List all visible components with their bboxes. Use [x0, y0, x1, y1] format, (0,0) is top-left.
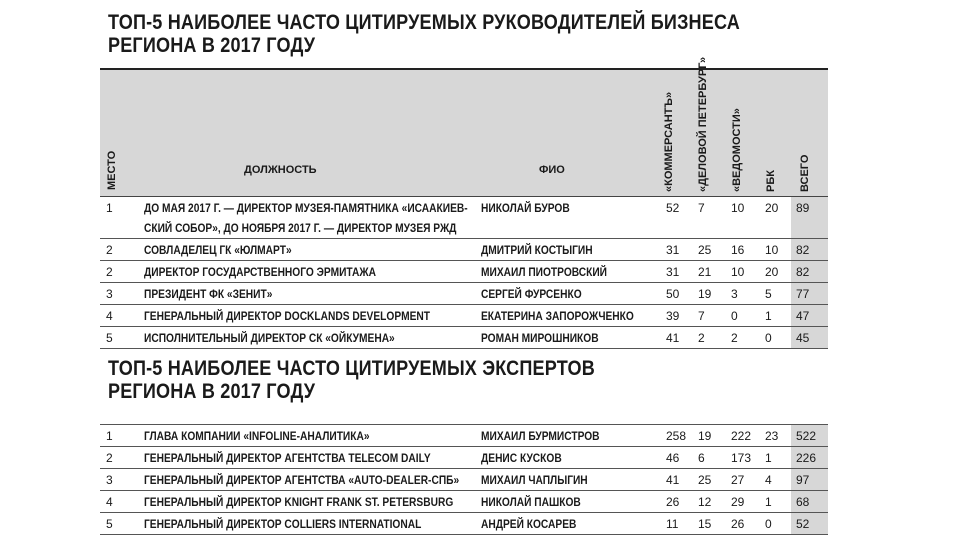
position: ИСПОЛНИТЕЛЬНЫЙ ДИРЕКТОР СК «ОЙКУМЕНА»: [144, 331, 395, 345]
table-row: [100, 491, 828, 513]
total-count: 77: [796, 287, 810, 301]
rbk-count: 4: [765, 473, 772, 487]
position: ГЕНЕРАЛЬНЫЙ ДИРЕКТОР COLLIERS INTERNATIONAL: [144, 517, 422, 531]
dp-count: 2: [698, 331, 705, 345]
total-count: 45: [796, 331, 810, 345]
section2-title-line2: РЕГИОНА В 2017 ГОДУ: [108, 380, 316, 403]
kommersant-count: 50: [666, 287, 680, 301]
kommersant-count: 41: [666, 473, 680, 487]
dp-count: 21: [698, 265, 712, 279]
position: ПРЕЗИДЕНТ ФК «ЗЕНИТ»: [144, 287, 273, 301]
section1-title-line2: РЕГИОНА В 2017 ГОДУ: [108, 34, 316, 57]
total-count: 226: [796, 451, 817, 465]
rbk-count: 0: [765, 517, 772, 531]
kommersant-count: 46: [666, 451, 680, 465]
person-name: МИХАИЛ БУРМИСТРОВ: [481, 429, 600, 443]
person-name: МИХАИЛ ЧАПЛЫГИН: [481, 473, 588, 487]
person-name: ДМИТРИЙ КОСТЫГИН: [481, 243, 593, 257]
person-name: РОМАН МИРОШНИКОВ: [481, 331, 599, 345]
rbk-count: 20: [765, 265, 779, 279]
dp-count: 25: [698, 473, 712, 487]
header-position: ДОЛЖНОСТЬ: [244, 164, 317, 176]
table-row: [100, 239, 828, 261]
total-count: 47: [796, 309, 810, 323]
dp-count: 15: [698, 517, 712, 531]
header-place: МЕСТО: [106, 150, 118, 190]
kommersant-count: 26: [666, 495, 680, 509]
place: 2: [106, 243, 113, 257]
vedomosti-count: 10: [731, 201, 745, 215]
vedomosti-count: 2: [731, 331, 738, 345]
rbk-count: 20: [765, 201, 779, 215]
position-line1: ДО МАЯ 2017 Г. — ДИРЕКТОР МУЗЕЯ-ПАМЯТНИКА «ИСААКИЕВ-: [144, 201, 468, 215]
place: 4: [106, 309, 113, 323]
total-count: 82: [796, 243, 810, 257]
table-row: [100, 305, 828, 327]
person-name: АНДРЕЙ КОСАРЕВ: [481, 517, 577, 531]
section2-title-line1: ТОП-5 НАИБОЛЕЕ ЧАСТО ЦИТИРУЕМЫХ ЭКСПЕРТОВ: [108, 357, 595, 380]
person-name: ЕКАТЕРИНА ЗАПОРОЖЧЕНКО: [481, 309, 634, 323]
total-count: 82: [796, 265, 810, 279]
place: 1: [106, 429, 113, 443]
position: ГЕНЕРАЛЬНЫЙ ДИРЕКТОР АГЕНТСТВА «AUTO-DEALER-СПБ»: [144, 473, 460, 487]
rbk-count: 10: [765, 243, 779, 257]
kommersant-count: 258: [666, 429, 687, 443]
vedomosti-count: 29: [731, 495, 745, 509]
section2-title: [108, 357, 595, 403]
person-name: СЕРГЕЙ ФУРСЕНКО: [481, 287, 582, 301]
person-name: НИКОЛАЙ ПАШКОВ: [481, 495, 581, 509]
total-count: 68: [796, 495, 810, 509]
kommersant-count: 41: [666, 331, 680, 345]
position: ГЕНЕРАЛЬНЫЙ ДИРЕКТОР DOCKLANDS DEVELOPMENT: [144, 309, 431, 323]
dp-count: 7: [698, 201, 705, 215]
place: 3: [106, 473, 113, 487]
position: ГЛАВА КОМПАНИИ «INFOLINE-АНАЛИТИКА»: [144, 429, 370, 443]
total-count: 52: [796, 517, 810, 531]
table-row: [100, 197, 828, 239]
person-name: ДЕНИС КУСКОВ: [481, 451, 562, 465]
experts-table: [100, 424, 828, 535]
vedomosti-count: 0: [731, 309, 738, 323]
kommersant-count: 31: [666, 243, 680, 257]
dp-count: 19: [698, 429, 712, 443]
table-header: [100, 56, 828, 197]
dp-count: 6: [698, 451, 705, 465]
rbk-count: 0: [765, 331, 772, 345]
header-name: ФИО: [539, 164, 565, 176]
rbk-count: 1: [765, 495, 772, 509]
header-total: ВСЕГО: [799, 154, 811, 192]
kommersant-count: 31: [666, 265, 680, 279]
table-row: [100, 447, 828, 469]
section1-title: [108, 11, 740, 57]
vedomosti-count: 27: [731, 473, 745, 487]
table-row: [100, 261, 828, 283]
position: ГЕНЕРАЛЬНЫЙ ДИРЕКТОР KNIGHT FRANK ST. PETERSBURG: [144, 495, 454, 509]
table-row: [100, 283, 828, 305]
place: 3: [106, 287, 113, 301]
place: 2: [106, 451, 113, 465]
rbk-count: 1: [765, 451, 772, 465]
vedomosti-count: 3: [731, 287, 738, 301]
table-row: [100, 513, 828, 535]
dp-count: 19: [698, 287, 712, 301]
position: СОВЛАДЕЛЕЦ ГК «ЮЛМАРТ»: [144, 243, 292, 257]
header-vedomosti: «ВЕДОМОСТИ»: [731, 108, 743, 192]
person-name: НИКОЛАЙ БУРОВ: [481, 201, 570, 215]
vedomosti-count: 16: [731, 243, 745, 257]
section1-title-line1: ТОП-5 НАИБОЛЕЕ ЧАСТО ЦИТИРУЕМЫХ РУКОВОДИТЕЛЕЙ БИЗНЕСА: [108, 11, 740, 34]
table-row: [100, 469, 828, 491]
table-row: [100, 327, 828, 349]
place: 5: [106, 517, 113, 531]
kommersant-count: 39: [666, 309, 680, 323]
vedomosti-count: 10: [731, 265, 745, 279]
rbk-count: 1: [765, 309, 772, 323]
place: 2: [106, 265, 113, 279]
place: 4: [106, 495, 113, 509]
position: ГЕНЕРАЛЬНЫЙ ДИРЕКТОР АГЕНТСТВА TELECOM DAILY: [144, 451, 431, 465]
position: [144, 198, 468, 238]
total-count: 522: [796, 429, 817, 443]
dp-count: 25: [698, 243, 712, 257]
vedomosti-count: 173: [731, 451, 752, 465]
total-count: 89: [796, 201, 810, 215]
place: 1: [106, 201, 113, 215]
total-count: 97: [796, 473, 810, 487]
position: ДИРЕКТОР ГОСУДАРСТВЕННОГО ЭРМИТАЖА: [144, 265, 376, 279]
vedomosti-count: 26: [731, 517, 745, 531]
table-row: [100, 425, 828, 447]
person-name: МИХАИЛ ПИОТРОВСКИЙ: [481, 265, 607, 279]
rbk-count: 5: [765, 287, 772, 301]
vedomosti-count: 222: [731, 429, 752, 443]
header-kommersant: «КОММЕРСАНТЪ»: [663, 91, 675, 192]
header-dp: «ДЕЛОВОЙ ПЕТЕРБУРГ»: [697, 56, 709, 192]
dp-count: 12: [698, 495, 712, 509]
header-rbk: РБК: [765, 170, 777, 192]
kommersant-count: 11: [666, 517, 679, 531]
place: 5: [106, 331, 113, 345]
rbk-count: 23: [765, 429, 779, 443]
kommersant-count: 52: [666, 201, 680, 215]
business-leaders-table: [100, 56, 828, 349]
position-line2: СКИЙ СОБОР», ДО НОЯБРЯ 2017 Г. — ДИРЕКТОР МУЗЕЯ РЖД: [144, 221, 457, 235]
dp-count: 7: [698, 309, 705, 323]
